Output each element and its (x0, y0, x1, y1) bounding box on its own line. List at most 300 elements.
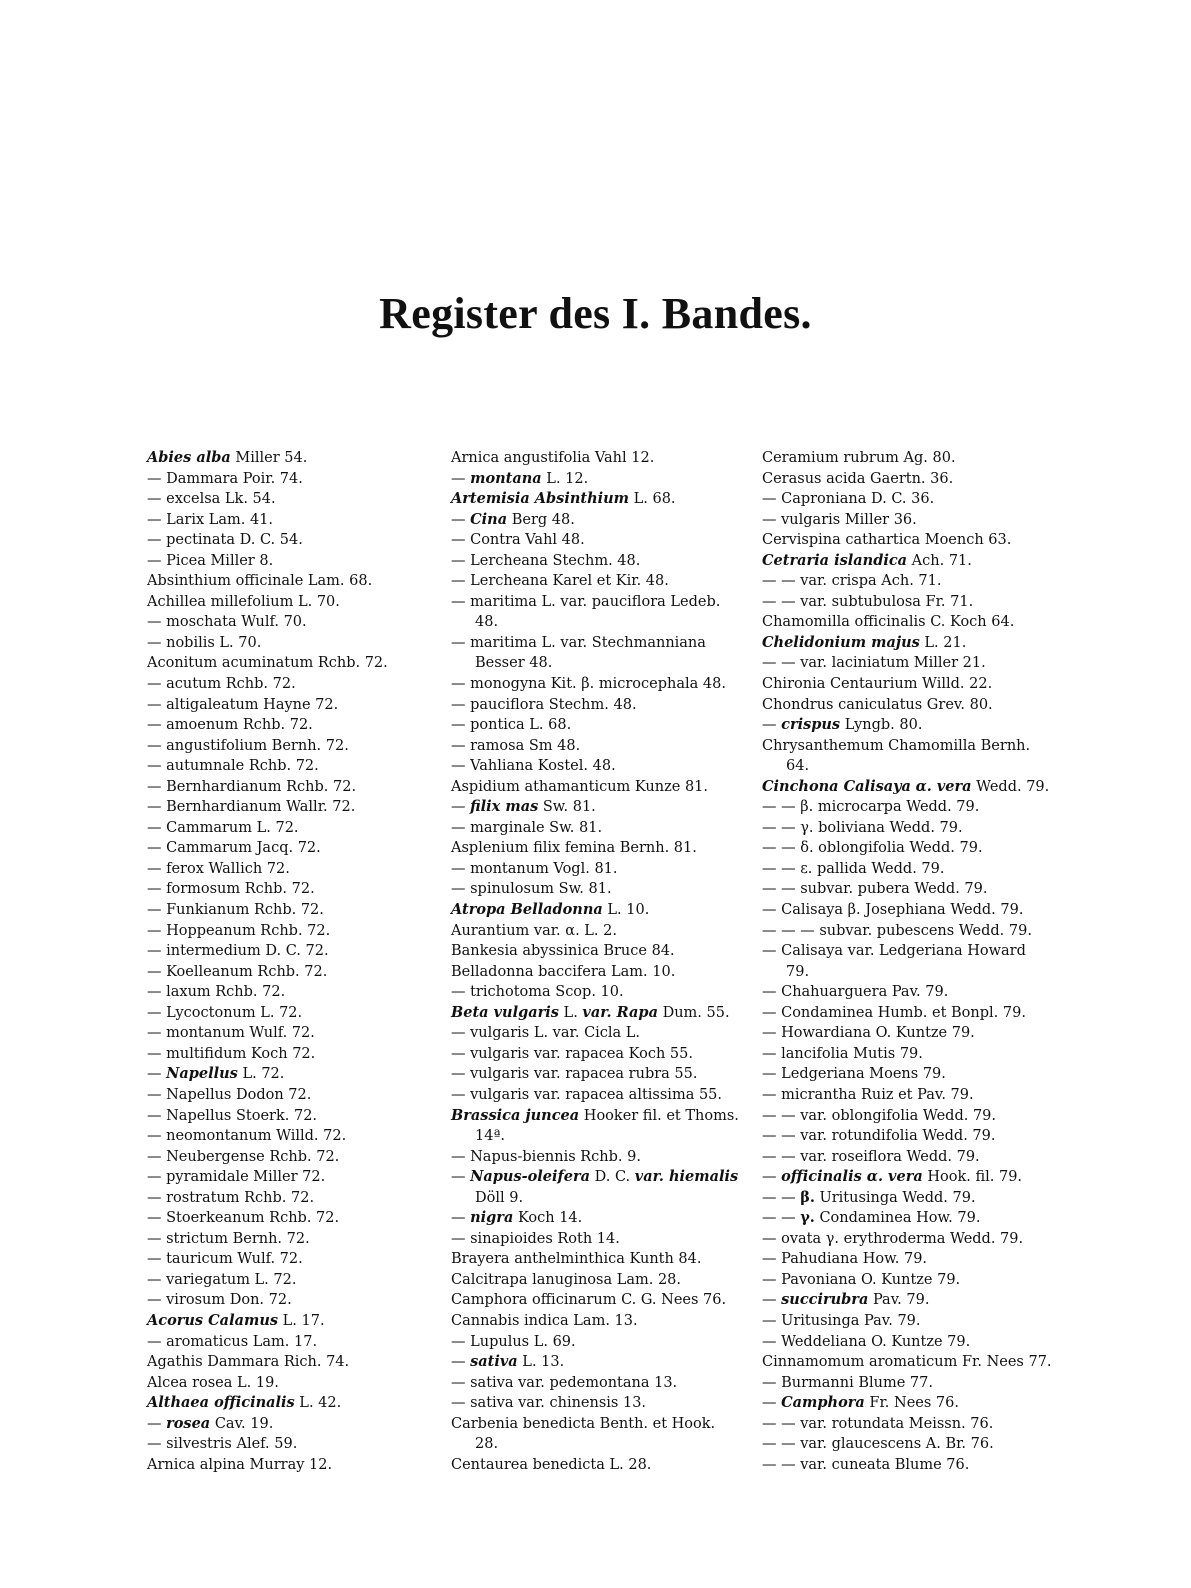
entry-text: — — δ. oblongifolia Wedd. 79. (762, 840, 983, 857)
botanical-name: montana (470, 469, 542, 487)
index-entry (147, 1352, 437, 1373)
entry-text: — (762, 1169, 782, 1186)
entry-text: Berg 48. (507, 511, 575, 528)
entry-text: — amoenum Rchb. 72. (147, 717, 313, 734)
entry-text: L. 68. (629, 491, 676, 508)
index-entry (451, 592, 741, 633)
entry-text: — Napus-biennis Rchb. 9. (451, 1148, 641, 1165)
entry-text: — Burmanni Blume 77. (762, 1374, 933, 1391)
index-entry (762, 510, 1052, 531)
index-entry (451, 571, 741, 592)
index-entry (451, 1208, 741, 1229)
botanical-name: Chelidonium majus (762, 633, 920, 651)
index-entry (451, 469, 741, 490)
index-entry (147, 756, 437, 777)
index-entry (451, 921, 741, 942)
entry-text: Agathis Dammara Rich. 74. (147, 1354, 350, 1371)
index-entry (451, 777, 741, 798)
index-entry (451, 1352, 741, 1373)
index-entry (147, 1188, 437, 1209)
entry-text: — Calisaya β. Josephiana Wedd. 79. (762, 902, 1024, 919)
index-entry (451, 695, 741, 716)
index-entry (762, 982, 1052, 1003)
index-entry (147, 674, 437, 695)
entry-text: — Uritusinga Pav. 79. (762, 1312, 921, 1329)
index-entry (147, 1249, 437, 1270)
index-entry (451, 1147, 741, 1168)
index-entry (762, 1290, 1052, 1311)
index-entry (762, 1434, 1052, 1455)
index-entry (147, 1126, 437, 1147)
index-entry (762, 1352, 1052, 1373)
index-entry (147, 1106, 437, 1127)
index-entry (147, 736, 437, 757)
entry-text: — vulgaris var. rapacea rubra 55. (451, 1066, 698, 1083)
entry-text: — rostratum Rchb. 72. (147, 1189, 315, 1206)
entry-text: — — var. subtubulosa Fr. 71. (762, 593, 974, 610)
entry-text: — Lupulus L. 69. (451, 1333, 576, 1350)
index-entry (762, 1064, 1052, 1085)
entry-text: — Bernhardianum Wallr. 72. (147, 799, 356, 816)
index-entry (451, 941, 741, 962)
entry-text: — vulgaris var. rapacea altissima 55. (451, 1086, 723, 1103)
entry-text: — nobilis L. 70. (147, 634, 262, 651)
entry-text: Cervispina cathartica Moench 63. (762, 532, 1012, 549)
index-entry (762, 448, 1052, 469)
index-entry (762, 921, 1052, 942)
index-entry (451, 1023, 741, 1044)
index-entry (762, 1003, 1052, 1024)
botanical-name: Napellus (166, 1065, 238, 1083)
index-entry (762, 551, 1052, 572)
index-entry (147, 1208, 437, 1229)
entry-text: — silvestris Alef. 59. (147, 1436, 298, 1453)
entry-text: — (451, 470, 471, 487)
index-entry (451, 448, 741, 469)
index-entry (147, 1229, 437, 1250)
index-entry (762, 1126, 1052, 1147)
index-entry (762, 1393, 1052, 1414)
index-entry (147, 551, 437, 572)
entry-text: — Neubergense Rchb. 72. (147, 1148, 340, 1165)
entry-text: — variegatum L. 72. (147, 1271, 297, 1288)
index-entry (451, 818, 741, 839)
index-entry (762, 1147, 1052, 1168)
index-entry (147, 448, 437, 469)
entry-text: Brayera anthelminthica Kunth 84. (451, 1251, 702, 1268)
entry-text: — Contra Vahl 48. (451, 532, 585, 549)
index-entry (451, 1003, 741, 1024)
entry-text: Wedd. 79. (971, 778, 1050, 795)
entry-text: — — var. glaucescens A. Br. 76. (762, 1436, 994, 1453)
botanical-name: α. vera (915, 777, 972, 795)
entry-text: — (451, 1354, 471, 1371)
botanical-name: crispus (781, 716, 841, 734)
entry-text: Cinnamomum aromaticum Fr. Nees 77. (762, 1354, 1052, 1371)
index-entry (762, 1373, 1052, 1394)
entry-text: Chamomilla officinalis C. Koch 64. (762, 614, 1015, 631)
entry-text: — vulgaris L. var. Cicla L. (451, 1025, 641, 1042)
entry-text: — (147, 1066, 167, 1083)
index-entry (762, 1332, 1052, 1353)
entry-text: — trichotoma Scop. 10. (451, 984, 624, 1001)
index-entry (451, 838, 741, 859)
entry-text: Cav. 19. (210, 1415, 274, 1432)
entry-text: — marginale Sw. 81. (451, 819, 603, 836)
index-entry (451, 1332, 741, 1353)
botanical-name: Acorus Calamus (147, 1311, 279, 1329)
entry-text: — — β. microcarpa Wedd. 79. (762, 799, 980, 816)
entry-text: Belladonna baccifera Lam. 10. (451, 963, 676, 980)
entry-text: — — — subvar. pubescens Wedd. 79. (762, 922, 1032, 939)
entry-text: Carbenia benedicta Benth. et Hook. 28. (451, 1415, 716, 1453)
index-entry (147, 921, 437, 942)
entry-text: — pontica L. 68. (451, 717, 572, 734)
entry-text: — excelsa Lk. 54. (147, 491, 276, 508)
entry-text: — sinapioides Roth 14. (451, 1230, 620, 1247)
index-entry (451, 900, 741, 921)
index-entry (762, 1085, 1052, 1106)
entry-text: — Howardiana O. Kuntze 79. (762, 1025, 975, 1042)
botanical-name: Atropa Belladonna (451, 901, 603, 919)
entry-text: — altigaleatum Hayne 72. (147, 696, 339, 713)
index-column-3 (762, 448, 1052, 1475)
entry-text: — Cammarum Jacq. 72. (147, 840, 321, 857)
index-entry (147, 1393, 437, 1414)
botanical-name: filix mas (470, 798, 539, 816)
index-entry (451, 1270, 741, 1291)
entry-text: Cannabis indica Lam. 13. (451, 1312, 638, 1329)
index-entry (147, 510, 437, 531)
entry-text: — Pavoniana O. Kuntze 79. (762, 1271, 961, 1288)
index-entry (451, 1290, 741, 1311)
entry-text: — Stoerkeanum Rchb. 72. (147, 1210, 340, 1227)
index-entry (451, 962, 741, 983)
entry-text: — sativa var. pedemontana 13. (451, 1374, 678, 1391)
entry-text: — maritima L. var. pauciflora Ledeb. 48. (451, 593, 721, 631)
entry-text: — monogyna Kit. β. microcephala 48. (451, 676, 726, 693)
botanical-name: Artemisia Absinthium (451, 490, 630, 508)
index-entry (451, 1393, 741, 1414)
index-entry (147, 1332, 437, 1353)
entry-text: Achillea millefolium L. 70. (147, 593, 340, 610)
index-entry (762, 1023, 1052, 1044)
index-entry (451, 1373, 741, 1394)
entry-text: — neomontanum Willd. 72. (147, 1128, 347, 1145)
entry-text: — montanum Vogl. 81. (451, 860, 618, 877)
entry-text: — lancifolia Mutis 79. (762, 1045, 923, 1062)
index-entry (147, 1023, 437, 1044)
index-entry (762, 941, 1052, 982)
entry-text: — laxum Rchb. 72. (147, 984, 286, 1001)
index-entry (147, 982, 437, 1003)
entry-text: — Larix Lam. 41. (147, 511, 274, 528)
entry-text: Fr. Nees 76. (864, 1395, 959, 1412)
index-entry (147, 1003, 437, 1024)
index-entry (451, 1167, 741, 1208)
entry-text: — — (762, 1210, 801, 1227)
entry-text: — — ε. pallida Wedd. 79. (762, 860, 945, 877)
entry-text: — ferox Wallich 72. (147, 860, 290, 877)
index-entry (762, 469, 1052, 490)
entry-text: Aspidium athamanticum Kunze 81. (451, 778, 708, 795)
index-entry (147, 1373, 437, 1394)
entry-text: — intermedium D. C. 72. (147, 943, 329, 960)
botanical-name: var. Rapa (582, 1003, 658, 1021)
index-entry (451, 982, 741, 1003)
index-entry (762, 879, 1052, 900)
botanical-name: Cinchona Calisaya (762, 777, 911, 795)
index-column-1 (147, 448, 437, 1475)
entry-text: — Funkianum Rchb. 72. (147, 902, 324, 919)
index-entry (451, 1414, 741, 1455)
entry-text: Chrysanthemum Chamomilla Bernh. 64. (762, 737, 1031, 775)
entry-text: L. 42. (294, 1395, 342, 1412)
index-entry (147, 592, 437, 613)
index-entry (147, 1455, 437, 1476)
index-entry (147, 695, 437, 716)
entry-text: — — (762, 1189, 801, 1206)
entry-text: — — var. roseiflora Wedd. 79. (762, 1148, 980, 1165)
entry-text: — ovata γ. erythroderma Wedd. 79. (762, 1230, 1024, 1247)
entry-text: — moschata Wulf. 70. (147, 614, 307, 631)
entry-text: Cerasus acida Gaertn. 36. (762, 470, 954, 487)
entry-text: — Napellus Dodon 72. (147, 1086, 312, 1103)
index-entry (147, 469, 437, 490)
entry-text: L. 13. (517, 1354, 565, 1371)
entry-text: — (451, 1169, 471, 1186)
entry-text: — (762, 1292, 782, 1309)
entry-text: L. 12. (541, 470, 589, 487)
entry-text: — vulgaris var. rapacea Koch 55. (451, 1045, 693, 1062)
index-entry (451, 1106, 741, 1147)
entry-text: D. C. (590, 1169, 635, 1186)
entry-text: Centaurea benedicta L. 28. (451, 1456, 652, 1473)
entry-text: — — subvar. pubera Wedd. 79. (762, 881, 988, 898)
entry-text: Chondrus caniculatus Grev. 80. (762, 696, 993, 713)
entry-text: — spinulosum Sw. 81. (451, 881, 612, 898)
index-entry (451, 797, 741, 818)
index-entry (147, 633, 437, 654)
entry-text: — angustifolium Bernh. 72. (147, 737, 349, 754)
entry-text: — Caproniana D. C. 36. (762, 491, 935, 508)
entry-text: Hook. fil. 79. (922, 1169, 1023, 1186)
entry-text: — (451, 1210, 471, 1227)
entry-text: — virosum Don. 72. (147, 1292, 292, 1309)
index-entry (762, 1414, 1052, 1435)
index-entry (762, 633, 1052, 654)
entry-text: Sw. 81. (538, 799, 596, 816)
entry-text: — — var. crispa Ach. 71. (762, 573, 942, 590)
index-entry (762, 1167, 1052, 1188)
index-entry (147, 962, 437, 983)
entry-text: Calcitrapa lanuginosa Lam. 28. (451, 1271, 682, 1288)
entry-text: — multifidum Koch 72. (147, 1045, 316, 1062)
entry-text: Ach. 71. (907, 552, 972, 569)
botanical-name: rosea (166, 1414, 211, 1432)
entry-text: — Calisaya var. Ledgeriana Howard 79. (762, 943, 1026, 980)
entry-text: — Vahliana Kostel. 48. (451, 758, 616, 775)
entry-text: — — var. rotundata Meissn. 76. (762, 1415, 994, 1432)
page-title: Register des I. Bandes. (379, 289, 812, 338)
index-entry (451, 756, 741, 777)
entry-text: — — var. rotundifolia Wedd. 79. (762, 1128, 996, 1145)
entry-text: — Condaminea Humb. et Bonpl. 79. (762, 1004, 1026, 1021)
index-entry (147, 818, 437, 839)
index-entry (762, 695, 1052, 716)
entry-text: — — var. oblongifolia Wedd. 79. (762, 1107, 997, 1124)
index-entry (147, 1085, 437, 1106)
entry-text: — aromaticus Lam. 17. (147, 1333, 318, 1350)
index-entry (147, 489, 437, 510)
botanical-name: Althaea officinalis (147, 1394, 295, 1412)
entry-text: Aconitum acuminatum Rchb. 72. (147, 655, 388, 672)
botanical-name: Brassica juncea (451, 1106, 580, 1124)
botanical-name: Cina (470, 510, 508, 528)
index-entry (762, 1208, 1052, 1229)
index-entry (762, 1188, 1052, 1209)
index-entry (762, 1229, 1052, 1250)
entry-text: Arnica angustifolia Vahl 12. (451, 450, 655, 466)
index-entry (451, 674, 741, 695)
botanical-name: Napus-oleifera (470, 1168, 591, 1186)
entry-text: — Ledgeriana Moens 79. (762, 1066, 946, 1083)
entry-text: — pectinata D. C. 54. (147, 532, 303, 549)
entry-text: L. 21. (919, 634, 967, 651)
botanical-name: Camphora (781, 1394, 865, 1412)
botanical-name: sativa (470, 1353, 518, 1371)
index-entry (451, 1085, 741, 1106)
index-column-2 (451, 448, 741, 1475)
index-entry (762, 900, 1052, 921)
index-entry (147, 1290, 437, 1311)
entry-text: Asplenium filix femina Bernh. 81. (451, 840, 697, 857)
index-entry (147, 1270, 437, 1291)
entry-text: Absinthium officinale Lam. 68. (147, 573, 373, 590)
index-entry (147, 1311, 437, 1332)
index-entry (147, 1044, 437, 1065)
entry-text: Döll 9. (475, 1189, 524, 1206)
entry-text: — pyramidale Miller 72. (147, 1169, 326, 1186)
index-entry (451, 1311, 741, 1332)
entry-text: — micrantha Ruiz et Pav. 79. (762, 1086, 974, 1103)
index-entry (762, 1270, 1052, 1291)
entry-text: β. (800, 1188, 815, 1206)
entry-text: Arnica alpina Murray 12. (147, 1456, 333, 1473)
entry-text: Condaminea How. 79. (814, 1210, 981, 1227)
index-entry (147, 530, 437, 551)
index-entry (451, 1249, 741, 1270)
entry-text: Pav. 79. (868, 1292, 930, 1309)
index-entry (147, 797, 437, 818)
botanical-name: nigra (470, 1209, 514, 1227)
index-entry (451, 551, 741, 572)
index-entry (762, 530, 1052, 551)
entry-text: Ceramium rubrum Ag. 80. (762, 450, 956, 466)
index-entry (451, 1064, 741, 1085)
entry-text: Camphora officinarum C. G. Nees 76. (451, 1292, 727, 1309)
entry-text: L. 17. (278, 1312, 325, 1329)
index-entry (762, 838, 1052, 859)
index-entry (451, 859, 741, 880)
entry-text: — — var. laciniatum Miller 21. (762, 655, 986, 672)
entry-text: — autumnale Rchb. 72. (147, 758, 319, 775)
index-entry (451, 510, 741, 531)
index-entry (762, 736, 1052, 777)
index-entry (762, 1106, 1052, 1127)
entry-text: — Bernhardianum Rchb. 72. (147, 778, 357, 795)
entry-text: — Koelleanum Rchb. 72. (147, 963, 328, 980)
index-entry (147, 838, 437, 859)
index-entry (451, 879, 741, 900)
botanical-name: Abies alba (147, 449, 231, 466)
entry-text: Alcea rosea L. 19. (147, 1374, 279, 1391)
botanical-name: Cetraria islandica (762, 551, 908, 569)
botanical-name: succirubra (781, 1291, 869, 1309)
index-entry (147, 941, 437, 962)
index-entry (451, 530, 741, 551)
index-entry (762, 1044, 1052, 1065)
index-entry (762, 674, 1052, 695)
entry-text: Aurantium var. α. L. 2. (451, 922, 617, 939)
entry-text: — Pahudiana How. 79. (762, 1251, 928, 1268)
entry-text: — vulgaris Miller 36. (762, 511, 917, 528)
entry-text: Lyngb. 80. (840, 717, 923, 734)
entry-text: — — var. cuneata Blume 76. (762, 1456, 970, 1473)
index-entry (451, 715, 741, 736)
entry-text: — Cammarum L. 72. (147, 819, 299, 836)
entry-text: Koch 14. (513, 1210, 583, 1227)
entry-text: — Chahuarguera Pav. 79. (762, 984, 949, 1001)
index-entry (451, 489, 741, 510)
index-entry (762, 489, 1052, 510)
index-entry (147, 1147, 437, 1168)
entry-text: — Lycoctonum L. 72. (147, 1004, 303, 1021)
entry-text: — Hoppeanum Rchb. 72. (147, 922, 331, 939)
entry-text: — montanum Wulf. 72. (147, 1025, 315, 1042)
index-entry (762, 777, 1052, 798)
index-entry (762, 653, 1052, 674)
index-entry (147, 1064, 437, 1085)
index-entry (451, 1455, 741, 1476)
entry-text: — Lercheana Karel et Kir. 48. (451, 573, 669, 590)
index-entry (147, 879, 437, 900)
botanical-name: officinalis α. vera (781, 1168, 923, 1186)
index-entry (451, 1229, 741, 1250)
index-entry (762, 859, 1052, 880)
index-entry (147, 715, 437, 736)
index-entry (762, 1311, 1052, 1332)
entry-text: — Dammara Poir. 74. (147, 470, 303, 487)
entry-text: — (762, 717, 782, 734)
index-entry (762, 612, 1052, 633)
entry-text: — (762, 1395, 782, 1412)
index-entry (147, 777, 437, 798)
entry-text: Bankesia abyssinica Bruce 84. (451, 943, 675, 960)
entry-text: — (147, 1415, 167, 1432)
index-entry (147, 1434, 437, 1455)
entry-text: L. (558, 1004, 583, 1021)
entry-text: — strictum Bernh. 72. (147, 1230, 310, 1247)
entry-text: γ. (800, 1209, 815, 1227)
entry-text: Dum. 55. (657, 1004, 730, 1021)
entry-text: — sativa var. chinensis 13. (451, 1395, 647, 1412)
index-entry (147, 571, 437, 592)
entry-text: — (451, 511, 471, 528)
index-entry (451, 633, 741, 674)
entry-text: — Weddeliana O. Kuntze 79. (762, 1333, 971, 1350)
entry-text: — pauciflora Stechm. 48. (451, 696, 637, 713)
